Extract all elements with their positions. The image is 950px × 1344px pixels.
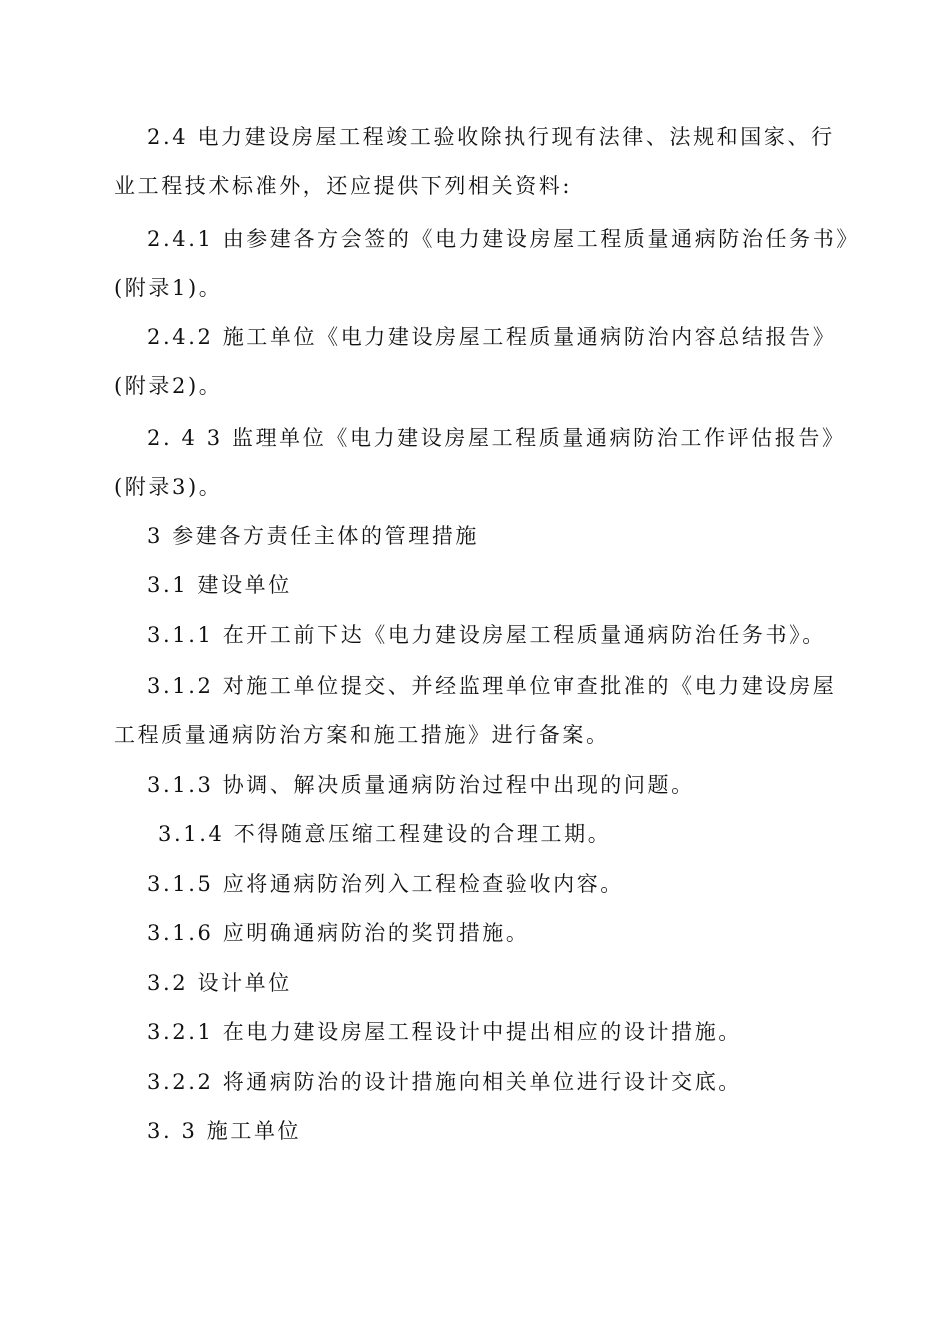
paragraph-3-1-4: 3.1.4 不得随意压缩工程建设的合理工期。: [158, 822, 612, 846]
paragraph-3-1-5: 3.1.5 应将通病防治列入工程检查验收内容。: [147, 872, 624, 896]
paragraph-3-1-1: 3.1.1 在开工前下达《电力建设房屋工程质量通病防治任务书》。: [147, 623, 826, 647]
paragraph-3-2-1: 3.2.1 在电力建设房屋工程设计中提出相应的设计措施。: [147, 1020, 742, 1044]
paragraph-2-4: 2.4 电力建设房屋工程竣工验收除执行现有法律、法规和国家、行业工程技术标准外，还应提供下列相关资料:: [114, 125, 835, 198]
heading-3-1: 3.1 建设单位: [147, 573, 292, 597]
paragraph-3-1-3: 3.1.3 协调、解决质量通病防治过程中出现的问题。: [147, 773, 695, 797]
paragraph-3-1-2: 3.1.2 对施工单位提交、并经监理单位审查批准的《电力建设房屋工程质量通病防治方案和施工措施》进行备案。: [114, 674, 837, 747]
paragraph-2-4-1: 2.4.1 由参建各方会签的《电力建设房屋工程质量通病防治任务书》(附录1)。: [114, 227, 850, 300]
paragraph-3-1-6: 3.1.6 应明确通病防治的奖罚措施。: [147, 921, 530, 945]
heading-3-3: 3. 3 施工单位: [147, 1119, 302, 1143]
paragraph-2-4-3: 2. 4 3 监理单位《电力建设房屋工程质量通病防治工作评估报告》(附录3)。: [114, 426, 846, 499]
heading-3: 3 参建各方责任主体的管理措施: [147, 524, 480, 548]
paragraph-2-4-2: 2.4.2 施工单位《电力建设房屋工程质量通病防治内容总结报告》(附录2)。: [114, 325, 837, 398]
heading-3-2: 3.2 设计单位: [147, 971, 292, 995]
paragraph-3-2-2: 3.2.2 将通病防治的设计措施向相关单位进行设计交底。: [147, 1070, 742, 1094]
